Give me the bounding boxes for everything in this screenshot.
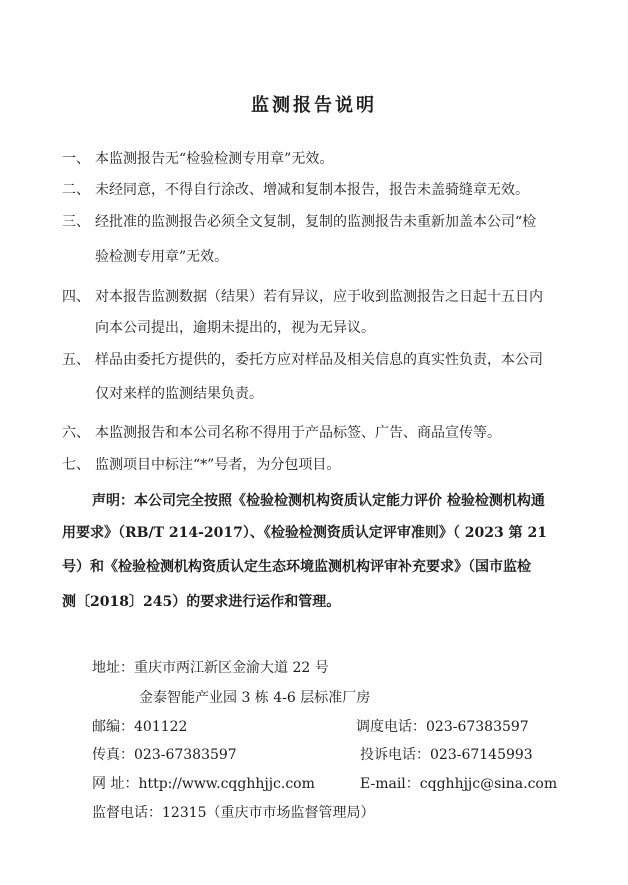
item-text: 样品由委托方提供的，委托方应对样品及相关信息的真实性负责，本公司 [95, 352, 543, 368]
declaration-line: 声明：本公司完全按照《检验检测机构资质认定能力评价 检验检测机构通 [92, 493, 545, 509]
notice-item-6 [62, 423, 557, 444]
item-number: 六、 [62, 425, 90, 441]
website [92, 774, 315, 794]
item-text: 未经同意，不得自行涂改、增减和复制本报告，报告未盖骑缝章无效。 [95, 182, 529, 198]
item-number: 七、 [62, 457, 90, 473]
notice-item-5 [62, 350, 557, 371]
declaration-line: 号）和《检验检测机构资质认定生态环境监测机构评审补充要求》（国市监检 [62, 559, 531, 575]
notice-item-1 [62, 149, 557, 170]
notice-item-7 [62, 455, 557, 476]
address [92, 658, 329, 678]
declaration-line: 测〔2018〕245）的要求进行运作和管理。 [62, 594, 341, 610]
item-text-continued: 仅对来样的监测结果负责。 [95, 386, 263, 402]
address-line-1: 重庆市两江新区金渝大道 22 号 [134, 660, 329, 676]
item-text: 本监测报告和本公司名称不得用于产品标签、广告、商品宣传等。 [95, 425, 501, 441]
item-text: 对本报告监测数据（结果）若有异议，应于收到监测报告之日起十五日内 [95, 289, 543, 305]
fax [92, 745, 237, 765]
fax-value: 023-67383597 [134, 747, 237, 763]
notice-item-2 [62, 180, 557, 201]
postcode-label: 邮编： [92, 719, 134, 735]
item-number: 三、 [62, 214, 90, 230]
supervision-value: 12315（重庆市市场监督管理局） [162, 805, 375, 821]
complaint-value: 023-67145993 [430, 747, 533, 763]
supervision-phone [92, 803, 375, 823]
notice-item-4 [62, 287, 557, 308]
item-text: 本监测报告无“检验检测专用章”无效。 [95, 151, 334, 167]
item-number: 二、 [62, 182, 90, 198]
postcode [92, 717, 187, 737]
dispatch-value: 023-67383597 [426, 719, 529, 735]
item-text-continued: 向本公司提出，逾期未提出的，视为无异议。 [95, 320, 375, 336]
address-label: 地址： [92, 660, 134, 676]
address-line-2: 金泰智能产业园 3 栋 4-6 层标准厂房 [139, 690, 371, 706]
email [360, 774, 557, 794]
dispatch-phone [356, 717, 529, 737]
website-label: 网 址： [92, 776, 139, 792]
complaint-label: 投诉电话： [360, 747, 430, 763]
item-text-continued: 验检测专用章”无效。 [95, 249, 229, 265]
email-value[interactable]: cqghhjjc@sina.com [419, 776, 558, 792]
email-label: E-mail： [360, 776, 420, 792]
notice-item-3 [62, 212, 557, 233]
item-text: 经批准的监测报告必须全文复制，复制的监测报告未重新加盖本公司“检 [95, 214, 537, 230]
complaint-phone [360, 745, 533, 765]
declaration-line: 用要求》（RB/T 214-2017）、《检验检测资质认定评审准则》（ 2023 第 21 [62, 525, 547, 541]
item-number: 一、 [62, 151, 90, 167]
postcode-value: 401122 [134, 719, 188, 735]
item-number: 五、 [62, 352, 90, 368]
website-value[interactable]: http://www.cqghhjjc.com [138, 776, 315, 792]
dispatch-label: 调度电话： [356, 719, 426, 735]
item-text: 监测项目中标注“*”号者，为分包项目。 [95, 457, 341, 473]
fax-label: 传真： [92, 747, 134, 763]
item-number: 四、 [62, 289, 90, 305]
supervision-label: 监督电话： [92, 805, 162, 821]
page-title: 监测报告说明 [251, 95, 377, 116]
